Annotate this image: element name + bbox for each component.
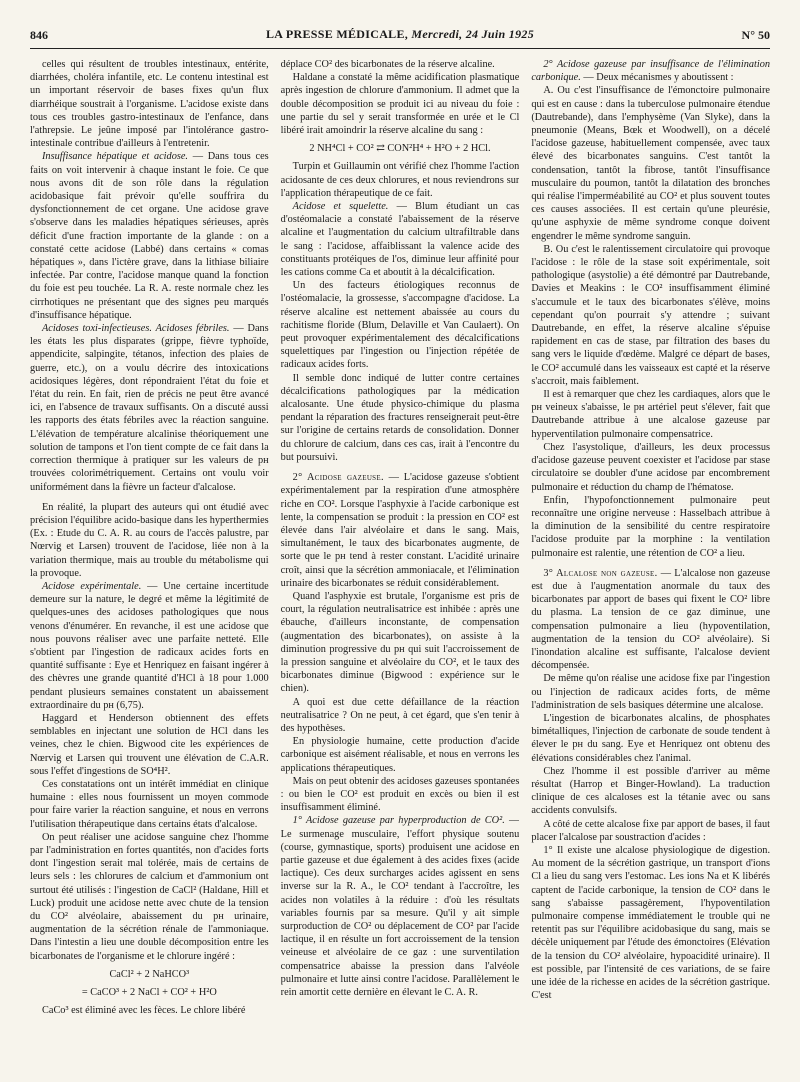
- paragraph: [281, 71, 520, 137]
- paragraph-text: Haldane a constaté la même acidification plasmatique après ingestion de chlorure d'ammonium. Il admet que la double décomposition se produit ici au niveau du foie : une partie du sel y serait transformée en urée et le Cl libéré irait amoindrir la réserve alcaline du sang :: [280, 72, 520, 137]
- paragraph-text: En réalité, la plupart des auteurs qui ont étudié avec précision l'équilibre acido-basique dans les hyperthermies (Ex. : Etude du C. A. R. au cours de l'accès palustre, par Nœrvig et Larsen) trouvent de l'acidose, liée non à la variation thermique, mais au trouble du métabolisme qui la provoque.: [30, 501, 269, 579]
- paragraph: [531, 58, 770, 84]
- paragraph-text: A. Ou c'est l'insuffisance de l'émonctoire pulmonaire qui est en cause : dans la tuberculose pulmonaire étendue (Dautrebande), dans l'emphysème (Van Slyke), dans la pneumonie (Means, Bœk et Woodwell), on a décelé l'acidose gazeuse, habituellement compensée, avec taux élevé des bicarbonates sanguins. C'est tantôt la condensation, tantôt la fibrose, tantôt l'insuffisance musculaire du poumon, tantôt la dilatation des bronches qui réalise l'imperméabilité au CO² et plus souvent toutes ces causes associées. Il est certain qu'une pleurésie, qu'une asphyxie de même syndrome conque doivent engendrer le même syndrome sanguin.: [531, 85, 771, 242]
- paragraph: [281, 814, 520, 999]
- paragraph: [531, 243, 770, 388]
- paragraph: [281, 590, 520, 696]
- paragraph: [30, 150, 269, 322]
- paragraph-text: B. Ou c'est le ralentissement circulatoire qui provoque l'acidose : le rôle de la stase soit expérimentale, soit pathologique (asystolie) a été démontré par Dautrebande, Davies et Meakins : le CO² insuffisamment éliminé s'accumule et le taux des bicarbonates s'élève, moins cependant qu'on pourrait s'y attendre ; suivant Dautrebande, en effet, la réserve alcaline s'épuise rapidement en cas de stase, par filtration des bases du sang vers le liquide d'œdème. Malgré ce départ de bases, le CO² accumulé dans les vaisseaux est capté et la réserve s'accroit, mais faiblement.: [531, 243, 771, 387]
- paragraph: [281, 200, 520, 279]
- paragraph-text: Il semble donc indiqué de lutter contre certaines décalcifications pathologiques par la médication alcalosante. Une étude physico-chimique du plasma pendant la réparation des fractures renseignerait peut-être sur l'origine de certains retards de consolidation. Donner du chlorure de calcium, dans ces cas, irait à l'encontre du but poursuivi.: [280, 372, 520, 463]
- paragraph-text: celles qui résultent de troubles intestinaux, entérite, diarrhées, choléra infantile, etc. Le contenu intestinal est un important réservoir de bases fixes qu'un flux diarrhéique soustrait à l'organisme. L'acidose existe dans tous ces troubles gastro-intestinaux de l'enfance, dans l'athrepsie. Le jeûne imposé par l'intolérance gastro-intestinale contribue d'ailleurs à l'entretenir.: [30, 59, 269, 150]
- paragraph: [281, 160, 520, 200]
- paragraph-text: A côté de cette alcalose fixe par apport de bases, il faut placer l'alcalose par soustraction d'acides :: [531, 818, 771, 843]
- section-heading: Acidoses toxi-infectieuses. Acidoses fébriles.: [42, 323, 230, 335]
- paragraph-text: — Une certaine incertitude demeure sur la nature, le degré et même la légitimité de quelques-unes des acidoses pathologiques que nous venons d'énumérer. En revanche, il est une acidose que nous pouvons réaliser avec une parfaite netteté. Elle s'obtient par l'ingestion de radicaux acides forts en quantité suffisante : Eye et Henriquez en faisant ingérer à des chèvres une grande quantité d'HCl à 18 pour 1.000 pendant plusieurs semaines constatent un abaissement extraordinaire du pн (6,75).: [30, 580, 269, 711]
- paragraph: [30, 501, 269, 580]
- column-1: [30, 58, 269, 1068]
- paragraph-text: — Deux mécanismes y aboutissent :: [580, 72, 734, 84]
- article-columns: [30, 58, 770, 1068]
- page-number: 846: [30, 28, 48, 42]
- paragraph-text: Un des facteurs étiologiques reconnus de l'ostéomalacie, la grossesse, s'accompagne d'acidose. La réserve alcaline est nettement abaissée au cours du rachitisme floride (Blum, Delaville et Van Caulaert). On peut provoquer expérimentalement des décalcifications squelettiques par l'ingestion ou l'injection répétée de radicaux acides forts.: [280, 280, 520, 371]
- issue-date: Mercredi, 24 Juin 1925: [411, 27, 534, 41]
- paragraph: [281, 279, 520, 371]
- paragraph-text: Ces constatations ont un intérêt immédiat en clinique humaine : elles nous fournissent un moyen commode pour faire varier la réaction sanguine, et nous en verrons l'utilisation thérapeutique dans certains états d'alcalose.: [30, 778, 269, 830]
- paragraph-text: A quoi est due cette défaillance de la réaction neutralisatrice ? On ne peut, à cet égard, que s'en tenir à des hypothèses.: [280, 696, 520, 734]
- paragraph: [281, 696, 520, 736]
- chemical-formula: = CaCO³ + 2 NaCl + CO² + H²O: [81, 987, 217, 999]
- section-heading: 2° Acidose gazeuse par insuffisance de l'élimination carbonique.: [531, 59, 771, 84]
- paragraph-text: De même qu'on réalise une acidose fixe par l'ingestion ou l'injection de radicaux acides forts, de même l'administration de sels basiques détermine une alcalose.: [531, 673, 771, 711]
- paragraph-text: Enfin, l'hypofonctionnement pulmonaire peut reconnaître une origine nerveuse : Hasselbach attribue à la diminution de la sensibilité du centre respiratoire l'acidose produite par la morphine : la ventilation pulmonaire est ralentie, une rétention de CO² a lieu.: [531, 494, 771, 559]
- paragraph: [281, 775, 520, 815]
- paragraph: [281, 735, 520, 775]
- paragraph: [30, 778, 269, 831]
- paragraph-text: Il est à remarquer que chez les cardiaques, alors que le pн veineux s'abaisse, le pн artériel peut s'élever, fait que Dautrebande attribue à une alcalose gazeuse par hyperventilation pulmonaire compensatrice.: [531, 389, 771, 440]
- section-heading: Acidose et squelette.: [292, 201, 389, 213]
- section-heading: 2° Acidose gazeuse.: [292, 472, 384, 484]
- journal-name: LA PRESSE MÉDICALE,: [266, 27, 409, 41]
- paragraph: [531, 494, 770, 560]
- issue-number: N° 50: [741, 28, 770, 42]
- paragraph-text: — L'acidose gazeuse s'obtient expérimentalement par la respiration d'une atmosphère riche en CO². Lorsque l'asphyxie à l'acide carbonique est lente, la compensation se produit : la pression en CO² est élevée dans l'air alvéolaire et dans le sang. Mais, simultanément, le taux des bicarbonates augmente, de sorte que le pн tend à rester constant. L'acidité urinaire croît, ainsi que la sécrétion ammoniacale, et l'élimination urinaire des bicarbonates se réduit considérablement.: [280, 472, 520, 589]
- paragraph-text: 1° Il existe une alcalose physiologique de digestion. Au moment de la sécrétion gastrique, un transport d'ions Cl a lieu du sang vers l'estomac. Les ions Na et K libérés captent de l'acide carbonique, la tension de CO² dans le sang s'abaisse passagèrement, l'hypoventilation pulmonaire compense immédiatement le trouble qui ne retentit pas sur l'équilibre acidobasique du sang, mais se décèle uniquement par l'étude des émonctoires (Elévation de la tension du CO² alvéolaire, hypoacidité urinaire). Il est possible, par l'intensité de ces variations, de se faire une idée de la richesse en acides de la sécrétion gastrique. C'est: [531, 844, 771, 1002]
- paragraph: [531, 712, 770, 765]
- paragraph-text: — Dans les états les plus disparates (grippe, fièvre typhoïde, appendicite, salpingite, tétanos, infection des plaies de guerre, etc.), on a voulu décrire des intoxications acidosiques légères, dont répondraient l'état du foie et l'état du rein. En fait, rien de précis ne peut être avancé ici, en l'absence de travaux suffisants. On a discuté aussi les rapports des états fébriles avec la réaction sanguine. L'élévation de température alcalinise théoriquement une solution de tampons et l'on tient compte de ce fait dans la correction thermique à pratiquer sur les valeurs de pн trouvées colorimétriquement. Certains ont voulu voir uniformément dans la fièvre un facteur d'alcalose.: [30, 323, 269, 493]
- paragraph: [281, 372, 520, 464]
- paragraph: [30, 58, 269, 150]
- paragraph: [30, 322, 269, 494]
- column-3: [531, 58, 770, 1068]
- header-rule: [30, 48, 770, 49]
- paragraph-text: Haggard et Henderson obtiennent des effets semblables en injectant une solution de HCl dans les veines, chez le chien. Bigwood cite les expériences de Nœrvig et Larsen qui trouvent une élévation de C.A.R. sous l'effet d'ingestions de SO⁴H².: [30, 712, 269, 777]
- paragraph: [531, 818, 770, 844]
- journal-title: [30, 27, 770, 42]
- paragraph-text: Quand l'asphyxie est brutale, l'organisme est pris de court, la régulation neutralisatrice est inhibée : après une ébauche, d'ailleurs inconstante, de compensation (augmentation des bicarbonates), on assiste à la diminution progressive du pн qui suit l'accroissement de la pression sanguine et alvéolaire du CO², et le taux des bicarbonates diminue (Bigwood : expérience sur le chien).: [280, 590, 520, 695]
- paragraph: [531, 765, 770, 818]
- section-heading: 3° Alcalose non gazeuse.: [543, 567, 658, 579]
- paragraph-text: CaCo³ est éliminé avec les fèces. Le chlore libéré: [42, 1005, 246, 1017]
- paragraph: [30, 1004, 269, 1017]
- column-2: [281, 58, 520, 1068]
- paragraph: [531, 441, 770, 494]
- paragraph: [531, 567, 770, 673]
- paragraph-text: Chez l'asystolique, d'ailleurs, les deux processus d'acidose gazeuse peuvent coexister et l'acidose par stase circulatoire se doubler d'une acidose par encombrement pulmonaire et réduction du champ de l'hématose.: [531, 441, 771, 493]
- chemical-formula: 2 NH⁴Cl + CO² ⇄ CON²H⁴ + H²O + 2 HCl.: [309, 143, 491, 155]
- paragraph: [531, 844, 770, 1002]
- paragraph-text: — Le surmenage musculaire, l'effort physique soutenu (course, gymnastique, sports) produisent une acidose en partie gazeuse et due également à des acides fixes (acide lactique). Ces deux surcharges acides agissent en sens inverse sur la R. A., le CO² tendant à l'accroître, les acides non volatiles à la réduire : d'où les résultats variables fournis par sa mesure. Qu'il y ait simple surproduction de CO² ou déplacement de CO² par l'acide lactique, il en résulte un fort accroissement de la tension veineuse et alvéolaire de ce gaz : une surventilation compensatrice abaisse la pression dans l'alvéole pulmonaire et lutte ainsi contre l'acidose. Parallèlement le rein amortit cette dernière en élevant le C. A. R.: [280, 815, 520, 999]
- section-heading: 1° Acidose gazeuse par hyperproduction de CO².: [292, 815, 505, 827]
- paragraph: [531, 388, 770, 441]
- paragraph: [30, 580, 269, 712]
- paragraph-text: — Blum étudiant un cas d'ostéomalacie a constaté l'abaissement de la réserve alcaline et l'augmentation du calcium ultrafiltrable dans le sang : l'acidose, affaiblissant la valence acide des constituants protéiques de l'os, diminue leur affinité pour les cations comme Ca et aboutit à la décalcification.: [280, 201, 520, 279]
- paragraph: [281, 471, 520, 590]
- paragraph-text: L'ingestion de bicarbonates alcalins, de phosphates bimétalliques, l'injection de carbonate de soude tendent à élever le pн du sang. Eye et Henriquez ont obtenu des élévations considérables chez l'animal.: [531, 712, 771, 764]
- paragraph: [30, 831, 269, 963]
- chemical-formula: CaCl² + 2 NaHCO³: [109, 968, 190, 980]
- paragraph: [281, 58, 520, 71]
- paragraph-text: En physiologie humaine, cette production d'acide carbonique est aisément réalisable, et nous en verrons les applications thérapeutiques.: [280, 736, 520, 774]
- paragraph-text: Turpin et Guillaumin ont vérifié chez l'homme l'action acidosante de ces deux chlorures, et nous reviendrons sur l'application thérapeutique de ce fait.: [280, 161, 520, 199]
- section-heading: Insuffisance hépatique et acidose.: [42, 151, 188, 163]
- paragraph: [531, 84, 770, 242]
- page-header: [30, 26, 770, 46]
- paragraph-text: — Dans tous ces faits on voit intervenir à chaque instant le foie. Ce que nous avons dit de son rôle dans la régulation acidobasique fait prévoir qu'elle souffrira du dysfonctionnement de cet organe. Une acidose grave s'observe dans les maladies hépatiques sérieuses, après déficit d'une fraction importante de la glande : on a constaté cette acidose (Labbé) dans certains « comas hépatiques », dans l'ictère grave, dans la lithiase biliaire infectée. Par contre, l'acidose manque quand la fonction du foie est peu touchée. La R. A. reste normale chez les cirrhotiques ne présentant que des signes peu marqués d'insuffisance hépatique.: [30, 151, 269, 321]
- paragraph-text: Mais on peut obtenir des acidoses gazeuses spontanées : ou bien le CO² est produit en excès ou bien il est insuffisamment éliminé.: [280, 775, 520, 814]
- paragraph-text: — L'alcalose non gazeuse est due à l'augmentation anormale du taux des bicarbonates par apport de bases qui fixent le CO² libre du plasma. La tension de ce gaz diminue, une compensation pulmonaire a lieu (hypoventilation, augmentation de la tension du CO² alvéolaire). Si l'inondation alcaline est suffisante, l'alcalose devient décompensée.: [531, 567, 771, 672]
- paragraph-text: déplace CO² des bicarbonates de la réserve alcaline.: [280, 59, 495, 70]
- paragraph-text: On peut réaliser une acidose sanguine chez l'homme par l'administration en fortes quantités, non d'acides forts dont l'ingestion serait mal tolérée, mais de certains de leurs sels : les chlorures de calcium et d'ammonium ont surtout été utilisés : l'ingestion de CaCl² (Haldane, Hill et Luck) produit une acidose nette avec chute de la tension du CO² alvéolaire, abaissement du pн urinaire, augmentation de la sécrétion rénale de l'ammoniaque. Dans l'intestin a lieu une double décomposition entre les bicarbonates de l'organisme et le chlorure ingéré :: [30, 831, 269, 962]
- paragraph: [531, 672, 770, 712]
- section-heading: Acidose expérimentale.: [42, 580, 142, 592]
- paragraph: [30, 712, 269, 778]
- paragraph-text: Chez l'homme il est possible d'arriver au même résultat (Harrop et Binger-Howland). La traduction clinique de ces alcaloses est la tétanie avec ou sans accidents convulsifs.: [531, 765, 771, 817]
